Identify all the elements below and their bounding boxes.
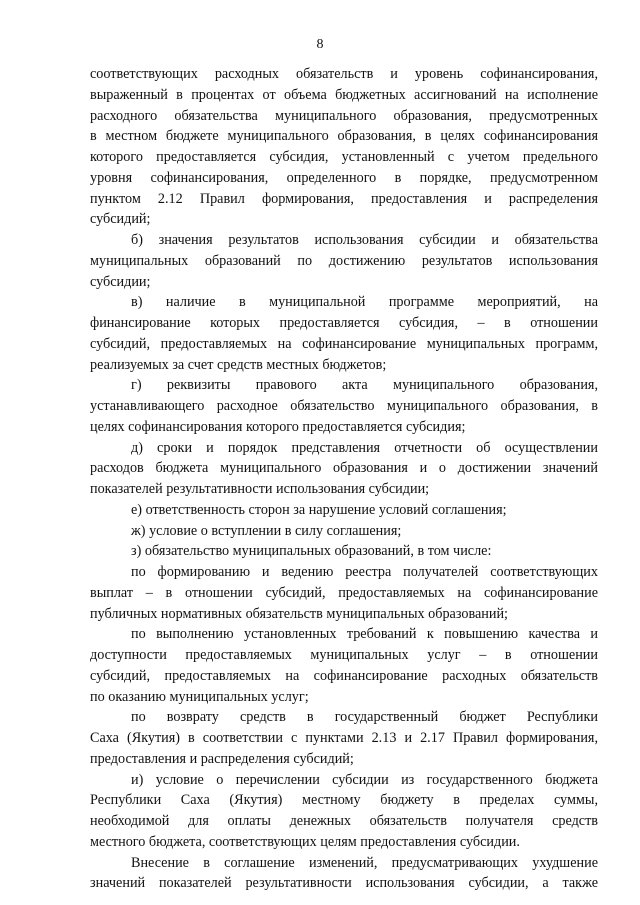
text-line: выраженный в процентах от объема бюджетных ассигнований на исполнение [90,86,598,103]
text-line: целях софинансирования которого предоставляется субсидия; [90,418,466,435]
text-line: предоставления и распределения субсидий; [90,750,354,767]
text-line: необходимой для оплаты денежных обязательств получателя средств [90,813,598,829]
text-line: соответствующих расходных обязательств и уровень софинансирования, [90,66,598,82]
text-line: пунктом 2.12 Правил формирования, предоставления и распределения [90,190,598,207]
text-line: Саха (Якутия) в соответствии с пунктами 2.13 и 2.17 Правил формирования, [90,730,598,746]
text-line: е) ответственность сторон за нарушение условий соглашения; [131,501,507,518]
text-line: финансирование которых предоставляется субсидия, – в отношении [90,315,598,331]
text-line: ж) условие о вступлении в силу соглашения; [131,522,402,539]
text-line: публичных нормативных обязательств муниципальных образований; [90,605,508,622]
text-line: по оказанию муниципальных услуг; [90,688,309,705]
text-line: доступности предоставляемых муниципальных услуг – в отношении [90,647,598,663]
text-line: по выполнению установленных требований к повышению качества и [131,626,598,643]
text-line: Внесение в соглашение изменений, предусматривающих ухудшение [131,854,598,871]
text-line: субсидий, предоставляемых на софинансирование муниципальных программ, [90,335,598,352]
text-line: в) наличие в муниципальной программе мероприятий, на [131,294,598,311]
text-line: г) реквизиты правового акта муниципального образования, [131,377,598,394]
page-number: 8 [316,37,324,52]
text-line: д) сроки и порядок представления отчетности об осуществлении [131,439,598,456]
text-line: в местном бюджете муниципального образования, в целях софинансирования [90,128,598,145]
text-line: показателей результативности использования субсидии; [90,481,430,497]
text-line: Республики Саха (Якутия) местному бюджету в пределах суммы, [90,792,598,809]
text-line: муниципальных образований по достижению результатов использования [90,252,598,269]
text-line: субсидий, предоставляемых на софинансирование расходных обязательств [90,667,598,684]
text-line: выплат – в отношении субсидий, предоставляемых на софинансирование [90,584,598,601]
text-line: которого предоставляется субсидия, установленный с учетом предельного [90,149,598,165]
text-line: местного бюджета, соответствующих целям предоставления субсидии. [90,833,520,850]
text-line: расходов бюджета муниципального образования и о достижении значений [90,460,598,477]
body-text [90,64,598,894]
text-line: з) обязательство муниципальных образований, в том числе: [131,543,492,560]
text-line: значений показателей результативности использования субсидии, а также [90,875,598,892]
text-line: субсидий; [90,211,151,228]
text-line: устанавливающего расходное обязательство муниципального образования, в [90,398,598,414]
text-line: уровня софинансирования, определенного в порядке, предусмотренном [90,169,598,186]
text-line: по возврату средств в государственный бюджет Республики [131,709,598,726]
text-line: реализуемых за счет средств местных бюджетов; [90,356,387,373]
text-line: и) условие о перечислении субсидии из государственного бюджета [131,771,598,788]
text-line: б) значения результатов использования субсидии и обязательства [131,232,598,248]
text-line: расходного обязательства муниципального образования, предусмотренных [90,107,598,124]
text-line: по формированию и ведению реестра получателей соответствующих [131,564,598,580]
text-line: субсидии; [90,273,151,290]
